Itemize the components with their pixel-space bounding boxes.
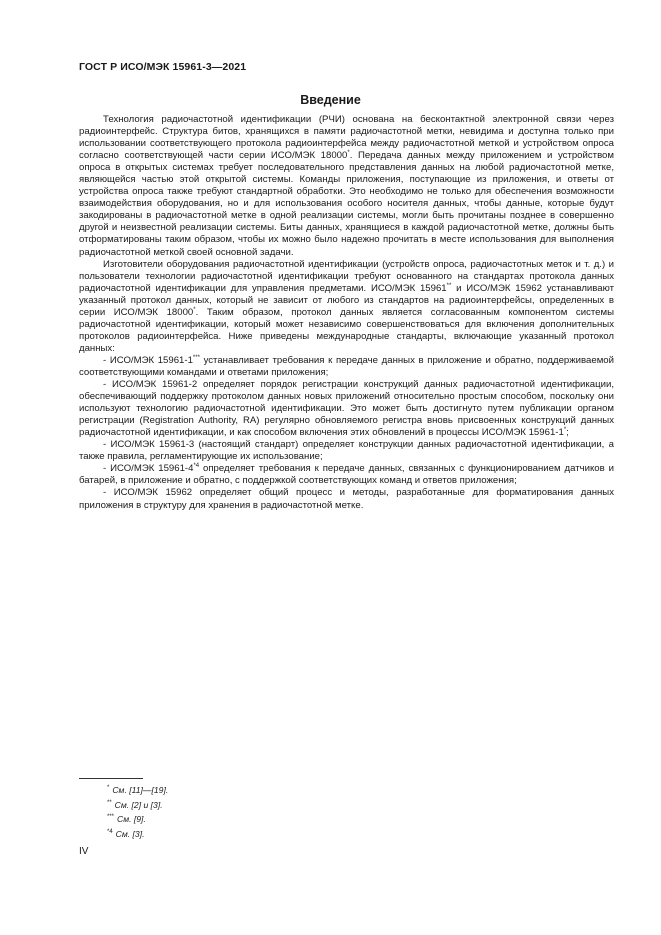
body-paragraph (79, 114, 614, 259)
body-paragraph (79, 439, 614, 463)
body-paragraph (79, 379, 614, 439)
footnote-text: См. [11]—[19]. (112, 785, 169, 795)
page-number: IV (79, 846, 89, 857)
footnote-text: См. [2] и [3]. (114, 799, 163, 810)
paragraph-text: определяет требования к передаче данных, связанных с функционированием датчиков и батарей, в приложение и обратно, с поддержкой соответствующих команд и ответов приложения; (79, 463, 614, 487)
paragraph-text: Технология радиочастотной идентификации (РЧИ) основана на бесконтактной электронной связи через радиоинтерфейс. Структура битов, хранящихся в памяти радиочастотной метки, невидима и доступна только при использовании соответствующего протокола радиоинтерфейса между радиочастотной меткой и устройством опроса согласно соответствующей части серии ИСО/МЭК 18000 (79, 114, 614, 162)
body-paragraph (79, 259, 614, 355)
footnote-mark: * (107, 785, 110, 791)
footnote-item (107, 827, 168, 842)
footnote-item (107, 783, 168, 798)
paragraph-text: - ИСО/МЭК 15961-2 определяет порядок регистрации конструкций данных радиочастотной идентификации, обеспечивающий поддержку протоколом данных новых приложений относительно простым способом, поскольку они используют технологию радиочастотной идентификации. Это может быть достигнуто путем публикации органом регистрации (Registration Authority, RA) регулярно обновляемого регистра вновь присвоенных конструкций данных радиочастотной идентификации, и как способом включения этих обновлений в процессы ИСО/МЭК 15961-1 (79, 379, 614, 439)
footnote-mark: *4 (107, 828, 113, 835)
footnote-reference: * (347, 150, 350, 157)
footnote-item (107, 812, 168, 827)
footnote-reference: *** (192, 354, 200, 361)
footnote-reference: * (563, 427, 567, 434)
paragraph-text: - ИСО/МЭК 15961-1 (103, 354, 193, 366)
body-text (79, 114, 614, 512)
footnote-mark: *** (107, 814, 115, 820)
paragraph-text: - ИСО/МЭК 15961-3 (настоящий стандарт) определяет конструкции данных радиочастотной идентификации, а также правила, регламентирующие их использование; (79, 439, 614, 463)
paragraph-text: и ИСО/МЭК 15962 устанавливают указанный протокол данных, который не зависит от любого из стандартов на радиоинтерфейсы, определенных в серии ИСО/МЭК 18000 (79, 282, 614, 318)
paragraph-text: Изготовители оборудования радиочастотной идентификации (устройств опроса, радиочастотных меток и т. д.) и пользователи технологии радиочастотной идентификации требуют основанного на стандартах протокола данных радиочастотной идентификации для управления предметами. ИСО/МЭК 15961 (79, 258, 614, 294)
footnote-reference: *4 (193, 463, 200, 470)
paragraph-text: . Таким образом, протокол данных является согласованным компонентом системы радиочастотной идентификации, который может независимо совершенствоваться для включения дополнительных протоколов радиоинтерфейса. Ниже приведены международные стандарты, включающие указанный протокол данных: (79, 306, 614, 354)
paragraph-text: - ИСО/МЭК 15961-4 (103, 463, 194, 475)
paragraph-text: ; (566, 427, 569, 439)
footnote-reference: * (193, 306, 196, 313)
paragraph-text: . Передача данных между приложением и устройством опроса в открытых системах требует последовательного представления данных на любой радиочастотной метке, являющейся частью этой открытой системы. Команды приложения, поступающие из приложения, и ответы от устройства опроса также требуют стандартной обработки. Это необходимо не только для обеспечения возможности взаимодействия оборудования, но и для использования особого носителя данных, чтобы данные, которые будут закодированы в радиочастотной метке в одной реализации системы, могли быть прочитаны позднее в совершенно другой и неизвестной реализации системы. Биты данных, хранящиеся в каждой радиочастотной метке, должны быть отформатированы таким образом, чтобы их можно было надежно прочитать в месте использования для выполнения радиочастотной меткой своей основной задачи. (79, 150, 614, 258)
body-paragraph (79, 487, 614, 511)
footnote-item (107, 798, 168, 813)
footnote-mark: ** (107, 799, 112, 806)
footnotes (107, 783, 168, 841)
document-number: ГОСТ Р ИСО/МЭК 15961-3—2021 (79, 61, 247, 73)
body-paragraph (79, 463, 614, 487)
footnote-text: См. [3]. (115, 828, 145, 839)
section-title: Введение (300, 93, 361, 107)
footnote-divider (79, 778, 143, 779)
paragraph-text: устанавливает требования к передаче данных в приложение и обратно, поддерживаемой соответствующими командами и ответами приложения; (79, 354, 614, 378)
paragraph-text: - ИСО/МЭК 15962 определяет общий процесс и методы, разработанные для форматирования данных приложения в структуру для хранения в радиочастотной метке. (79, 487, 614, 511)
footnote-reference: ** (446, 282, 452, 289)
body-paragraph (79, 355, 614, 379)
footnote-text: См. [9]. (117, 814, 146, 824)
